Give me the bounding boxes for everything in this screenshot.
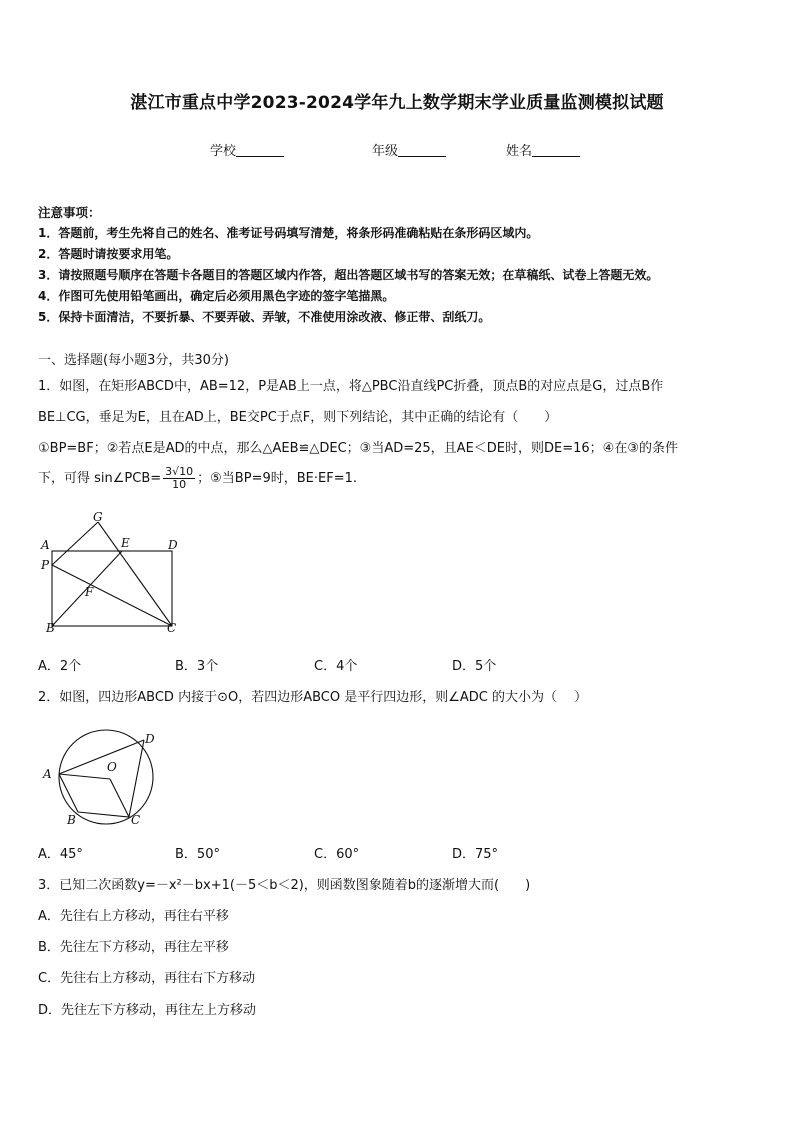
segment-pc [52, 565, 172, 626]
grade-blank [398, 144, 446, 157]
label-d: D [168, 538, 178, 552]
label-c: C [167, 621, 177, 635]
name-field [506, 140, 580, 159]
fraction-denominator: 10 [172, 478, 187, 491]
q3-option-a: A．先往右上方移动，再往右平移 [38, 909, 229, 924]
segment-gc [98, 522, 172, 626]
q1-line-4 [38, 466, 357, 491]
page-title: 湛江市重点中学2023-2024学年九上数学期末学业质量监测模拟试题 [130, 93, 664, 113]
label-g: G [93, 510, 103, 524]
note-item: 2．答题时请按要求用笔。 [38, 247, 179, 261]
label-a: A [41, 538, 50, 552]
q3-stem: 3．已知二次函数y=－x²－bx+1(－5＜b＜2)，则函数图象随着b的逐渐增大而( ) [38, 878, 531, 893]
name-blank [532, 144, 580, 157]
q1-option-b: B．3个 [175, 659, 219, 674]
label-o: O [107, 760, 117, 774]
note-item: 1．答题前，考生先将自己的姓名、准考证号码填写清楚，将条形码准确粘贴在条形码区域内。 [38, 226, 539, 240]
note-item: 4．作图可先使用铅笔画出，确定后必须用黑色字迹的签字笔描黑。 [38, 289, 395, 303]
school-label: 学校 [210, 144, 237, 159]
q2-figure [36, 724, 166, 832]
fraction-numerator: 3√10 [165, 465, 194, 478]
q1-option-d: D．5个 [452, 659, 497, 674]
label-p: P [41, 558, 50, 572]
grade-label: 年级 [372, 144, 399, 159]
q2-option-a: A．45° [38, 847, 83, 862]
grade-field [372, 140, 446, 159]
circle-o [59, 730, 153, 824]
segment-oc [110, 779, 129, 817]
label-f: F [85, 585, 94, 599]
sine-fraction [163, 466, 195, 491]
q3-option-b: B．先往左下方移动，再往左平移 [38, 940, 229, 955]
q1-option-a: A．2个 [38, 659, 82, 674]
label-b: B [67, 813, 76, 827]
label-a: A [43, 767, 52, 781]
label-b: B [46, 621, 55, 635]
segment-bc [78, 812, 129, 817]
q1-line-2: BE⊥CG，垂足为E，且在AD上，BE交PC于点F，则下列结论，其中正确的结论有（ ） [38, 410, 558, 425]
segment-dc [129, 740, 144, 817]
q1-line-4-pre: 下，可得 sin∠PCB= [38, 471, 162, 486]
note-item: 5．保持卡面清洁，不要折暴、不要弄破、弄皱，不准使用涂改液、修正带、刮纸刀。 [38, 310, 491, 324]
segment-ao [59, 774, 110, 779]
q2-stem: 2．如图，四边形ABCD 内接于⊙O，若四边形ABCO 是平行四边形，则∠ADC 的大小为（ ） [38, 690, 588, 705]
label-d: D [145, 732, 155, 746]
q2-option-d: D．75° [452, 847, 499, 862]
q3-option-c: C．先往右上方移动，再往右下方移动 [38, 971, 256, 986]
q1-figure [36, 508, 186, 636]
q2-option-b: B．50° [175, 847, 220, 862]
q1-line-4-post: ；⑤当BP=9时，BE·EF=1. [197, 471, 357, 486]
q1-option-c: C．4个 [314, 659, 358, 674]
note-item: 3．请按照题号顺序在答题卡各题目的答题区域内作答，超出答题区域书写的答案无效；在草稿纸、试卷上答题无效。 [38, 268, 659, 282]
label-c: C [131, 813, 141, 827]
segment-pg [52, 522, 98, 565]
q1-line-3: ①BP=BF；②若点E是AD的中点，那么△AEB≌△DEC；③当AD=25，且AE＜DE时，则DE=16；④在③的条件 [38, 441, 678, 456]
label-e: E [121, 536, 130, 550]
q2-option-c: C．60° [314, 847, 360, 862]
q1-line-1: 1．如图，在矩形ABCD中，AB=12，P是AB上一点，将△PBC沿直线PC折叠，顶点B的对应点是G，过点B作 [38, 379, 664, 394]
section-heading: 一、选择题(每小题3分，共30分) [38, 353, 229, 368]
school-field [210, 140, 284, 159]
name-label: 姓名 [506, 144, 533, 159]
notes-heading: 注意事项： [38, 205, 101, 220]
school-blank [236, 144, 284, 157]
q3-option-d: D．先往左下方移动，再往左上方移动 [38, 1003, 257, 1018]
